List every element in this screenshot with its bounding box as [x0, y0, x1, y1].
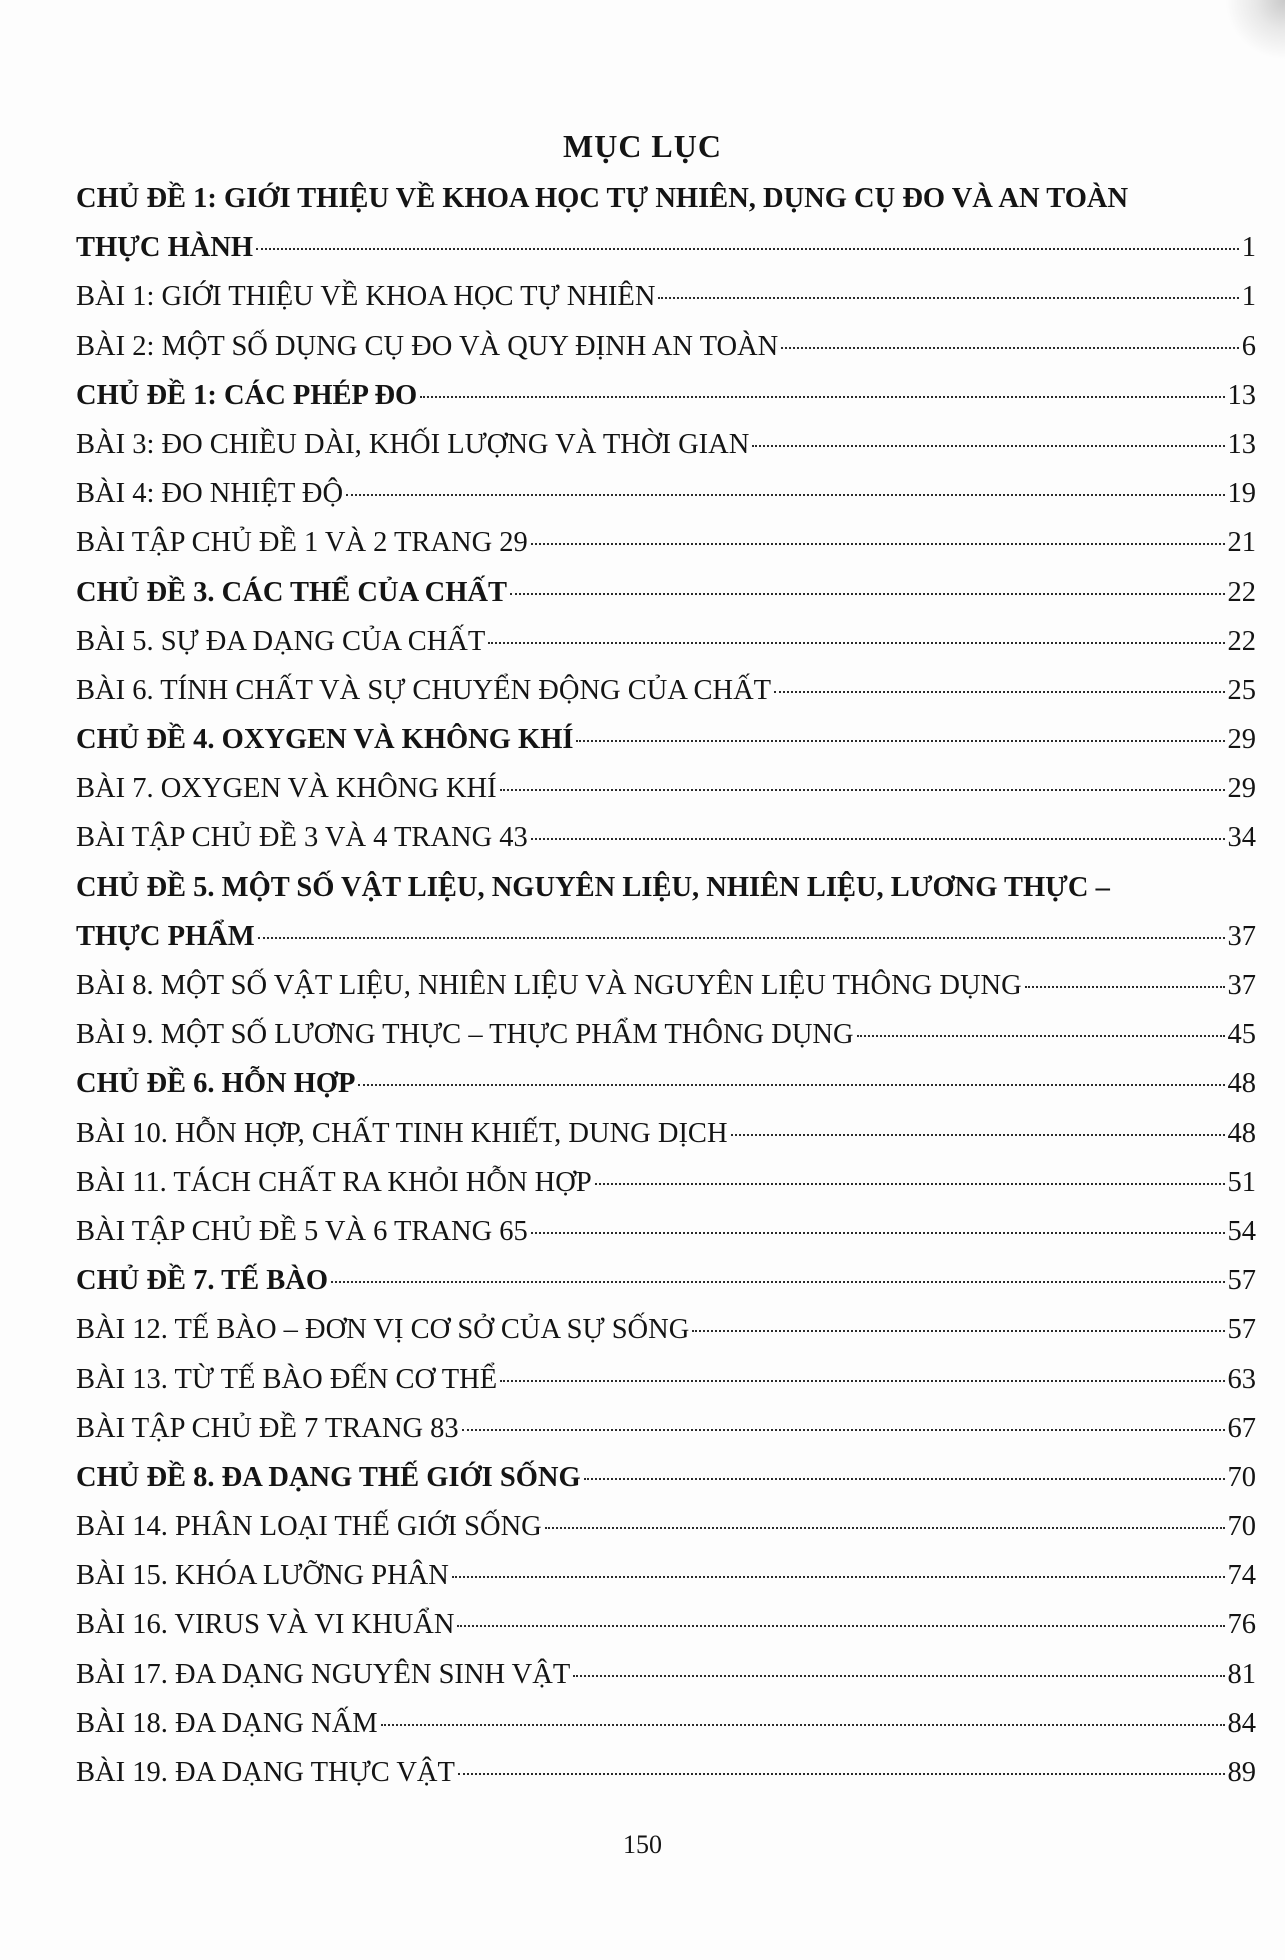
dot-leader: [531, 543, 1225, 545]
toc-entry-page: 57: [1227, 1265, 1256, 1297]
toc-entry-page: 21: [1227, 527, 1256, 559]
toc-entry-page: 1: [1241, 232, 1256, 264]
toc-entry-page: 57: [1227, 1314, 1256, 1346]
toc-lesson-entry: [76, 822, 1256, 871]
toc-entry-page: 84: [1227, 1707, 1256, 1739]
toc-entry-page: 37: [1227, 970, 1256, 1001]
toc-entry-page: 76: [1227, 1609, 1256, 1641]
dot-leader: [331, 1281, 1224, 1283]
toc-heading-entry: [76, 1265, 1256, 1314]
table-of-contents: [76, 183, 1256, 1806]
dot-leader: [510, 593, 1225, 595]
toc-lesson-entry: [76, 773, 1256, 822]
toc-lesson-entry: [76, 281, 1256, 330]
toc-entry-title: BÀI TẬP CHỦ ĐỀ 1 VÀ 2 TRANG 29: [76, 527, 528, 559]
toc-heading-entry: [76, 183, 1256, 232]
toc-entry-title: BÀI 1: GIỚI THIỆU VỀ KHOA HỌC TỰ NHIÊN: [76, 281, 656, 313]
toc-entry-page: 13: [1227, 428, 1256, 460]
toc-lesson-entry: [76, 331, 1256, 380]
toc-entry-page: 48: [1227, 1117, 1256, 1149]
toc-heading-entry: [76, 921, 1256, 970]
toc-heading-entry: [76, 577, 1256, 626]
toc-entry-title: BÀI TẬP CHỦ ĐỀ 3 VÀ 4 TRANG 43: [76, 822, 528, 854]
toc-lesson-entry: [76, 1019, 1256, 1068]
toc-lesson-entry: [76, 1167, 1256, 1216]
toc-entry-title: THỰC PHẨM: [76, 920, 255, 952]
toc-lesson-entry: [76, 626, 1256, 675]
page-number: 150: [623, 1830, 662, 1859]
toc-entry-title: CHỦ ĐỀ 4. OXYGEN VÀ KHÔNG KHÍ: [76, 724, 574, 756]
toc-lesson-entry: [76, 1216, 1256, 1265]
toc-lesson-entry: [76, 478, 1256, 527]
toc-entry-title: CHỦ ĐỀ 7. TẾ BÀO: [76, 1265, 329, 1297]
toc-lesson-entry: [76, 429, 1256, 478]
toc-entry-title: BÀI 6. TÍNH CHẤT VÀ SỰ CHUYỂN ĐỘNG CỦA CHẤT: [76, 674, 772, 706]
toc-lesson-entry: [76, 970, 1256, 1019]
toc-entry-title: BÀI TẬP CHỦ ĐỀ 5 VÀ 6 TRANG 65: [76, 1215, 528, 1247]
toc-entry-title: CHỦ ĐỀ 6. HỖN HỢP: [76, 1068, 356, 1100]
toc-entry-page: 70: [1227, 1511, 1256, 1543]
toc-entry-page: 63: [1227, 1363, 1256, 1395]
toc-heading-entry: [76, 724, 1256, 773]
toc-entry-title: BÀI 17. ĐA DẠNG NGUYÊN SINH VẬT: [76, 1658, 571, 1690]
dot-leader: [774, 691, 1224, 693]
toc-entry-title: CHỦ ĐỀ 1: GIỚI THIỆU VỀ KHOA HỌC TỰ NHIÊN, DỤNG CỤ ĐO VÀ AN TOÀN: [76, 183, 1129, 214]
dot-leader: [420, 396, 1224, 398]
toc-lesson-entry: [76, 1609, 1256, 1658]
toc-lesson-entry: [76, 1413, 1256, 1462]
dot-leader: [358, 1084, 1224, 1086]
toc-entry-page: 34: [1227, 822, 1256, 854]
toc-entry-page: 45: [1227, 1019, 1256, 1051]
toc-entry-title: THỰC HÀNH: [76, 232, 254, 264]
dot-leader: [346, 494, 1224, 496]
toc-entry-page: 6: [1241, 330, 1256, 362]
toc-entry-title: BÀI 9. MỘT SỐ LƯƠNG THỰC – THỰC PHẨM THÔNG DỤNG: [76, 1019, 854, 1051]
toc-entry-title: BÀI 10. HỖN HỢP, CHẤT TINH KHIẾT, DUNG DỊCH: [76, 1117, 728, 1149]
toc-entry-title: BÀI 13. TỪ TẾ BÀO ĐẾN CƠ THỂ: [76, 1363, 498, 1395]
toc-heading-entry: [76, 872, 1256, 921]
dot-leader: [500, 1380, 1224, 1382]
dot-leader: [458, 1773, 1225, 1775]
toc-lesson-entry: [76, 1314, 1256, 1363]
toc-entry-title: CHỦ ĐỀ 3. CÁC THỂ CỦA CHẤT: [76, 576, 507, 608]
toc-entry-title: CHỦ ĐỀ 1: CÁC PHÉP ĐO: [76, 379, 418, 411]
dot-leader: [462, 1429, 1225, 1431]
dot-leader: [576, 740, 1224, 742]
toc-entry-title: BÀI 11. TÁCH CHẤT RA KHỎI HỖN HỢP: [76, 1166, 592, 1198]
toc-entry-page: 19: [1227, 478, 1256, 510]
toc-entry-page: 70: [1227, 1461, 1256, 1493]
toc-entry-page: 1: [1241, 281, 1256, 313]
toc-entry-title: BÀI 3: ĐO CHIỀU DÀI, KHỐI LƯỢNG VÀ THỜI GIAN: [76, 428, 750, 460]
toc-lesson-entry: [76, 1757, 1256, 1806]
toc-entry-page: 25: [1227, 674, 1256, 706]
toc-entry-title: BÀI TẬP CHỦ ĐỀ 7 TRANG 83: [76, 1412, 459, 1444]
toc-entry-title: CHỦ ĐỀ 5. MỘT SỐ VẬT LIỆU, NGUYÊN LIỆU, NHIÊN LIỆU, LƯƠNG THỰC –: [76, 871, 1110, 903]
dot-leader: [573, 1675, 1224, 1677]
toc-entry-title: BÀI 12. TẾ BÀO – ĐƠN VỊ CƠ SỞ CỦA SỰ SỐNG: [76, 1314, 690, 1346]
toc-entry-page: 54: [1227, 1215, 1256, 1247]
dot-leader: [381, 1724, 1225, 1726]
toc-entry-title: BÀI 15. KHÓA LƯỠNG PHÂN: [76, 1560, 449, 1592]
toc-entry-title: BÀI 19. ĐA DẠNG THỰC VẬT: [76, 1757, 455, 1788]
toc-entry-page: 89: [1227, 1757, 1256, 1788]
dot-leader: [692, 1330, 1224, 1332]
toc-heading-entry: [76, 1462, 1256, 1511]
dot-leader: [258, 937, 1225, 939]
dot-leader: [531, 838, 1225, 840]
toc-entry-title: BÀI 16. VIRUS VÀ VI KHUẨN: [76, 1609, 455, 1641]
toc-lesson-entry: [76, 1511, 1256, 1560]
dot-leader: [457, 1625, 1224, 1627]
toc-lesson-entry: [76, 1560, 1256, 1609]
toc-entry-page: 29: [1227, 724, 1256, 756]
toc-entry-page: 13: [1227, 379, 1256, 411]
toc-entry-page: 67: [1227, 1412, 1256, 1444]
dot-leader: [488, 642, 1224, 644]
dot-leader: [256, 248, 1239, 250]
toc-entry-title: BÀI 14. PHÂN LOẠI THẾ GIỚI SỐNG: [76, 1511, 542, 1543]
toc-entry-page: 29: [1227, 773, 1256, 805]
dot-leader: [452, 1576, 1225, 1578]
toc-lesson-entry: [76, 527, 1256, 576]
dot-leader: [752, 445, 1224, 447]
dot-leader: [500, 789, 1225, 791]
toc-entry-page: 22: [1227, 625, 1256, 657]
dot-leader: [1025, 986, 1225, 988]
toc-entry-title: BÀI 7. OXYGEN VÀ KHÔNG KHÍ: [76, 773, 497, 805]
toc-lesson-entry: [76, 1708, 1256, 1757]
toc-heading-entry: [76, 232, 1256, 281]
toc-entry-page: 37: [1227, 920, 1256, 952]
toc-entry-title: BÀI 18. ĐA DẠNG NẤM: [76, 1707, 378, 1739]
dot-leader: [595, 1183, 1225, 1185]
toc-heading-entry: [76, 1068, 1256, 1117]
toc-entry-title: BÀI 8. MỘT SỐ VẬT LIỆU, NHIÊN LIỆU VÀ NGUYÊN LIỆU THÔNG DỤNG: [76, 970, 1022, 1001]
toc-lesson-entry: [76, 1364, 1256, 1413]
toc-heading-entry: [76, 380, 1256, 429]
toc-entry-title: BÀI 5. SỰ ĐA DẠNG CỦA CHẤT: [76, 625, 486, 657]
toc-lesson-entry: [76, 675, 1256, 724]
toc-lesson-entry: [76, 1118, 1256, 1167]
dot-leader: [857, 1035, 1225, 1037]
toc-entry-title: BÀI 2: MỘT SỐ DỤNG CỤ ĐO VÀ QUY ĐỊNH AN TOÀN: [76, 330, 779, 362]
toc-entry-page: 22: [1227, 576, 1256, 608]
toc-entry-page: 81: [1227, 1658, 1256, 1690]
toc-entry-page: 74: [1227, 1560, 1256, 1592]
dot-leader: [531, 1232, 1225, 1234]
dot-leader: [731, 1134, 1225, 1136]
dot-leader: [584, 1478, 1225, 1480]
dot-leader: [658, 297, 1238, 299]
toc-entry-page: 48: [1227, 1068, 1256, 1100]
dot-leader: [781, 347, 1239, 349]
scan-shadow: [1225, 0, 1285, 60]
toc-entry-title: BÀI 4: ĐO NHIỆT ĐỘ: [76, 478, 344, 510]
dot-leader: [545, 1527, 1225, 1529]
toc-lesson-entry: [76, 1659, 1256, 1708]
toc-entry-page: 51: [1227, 1166, 1256, 1198]
toc-entry-title: CHỦ ĐỀ 8. ĐA DẠNG THẾ GIỚI SỐNG: [76, 1461, 581, 1493]
page-title: MỤC LỤC: [563, 128, 722, 164]
